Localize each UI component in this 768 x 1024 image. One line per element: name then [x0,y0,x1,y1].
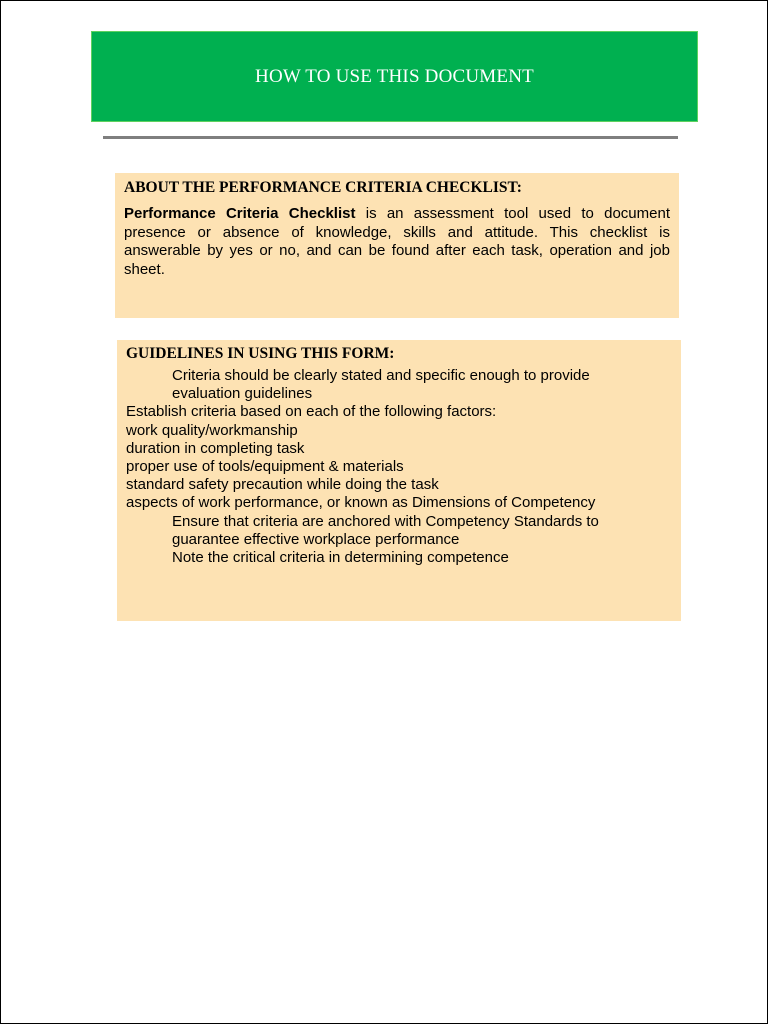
banner-title: HOW TO USE THIS DOCUMENT [255,65,534,87]
guideline-line: Establish criteria based on each of the following factors: [126,403,497,421]
guideline-line: evaluation guidelines [172,385,313,403]
guideline-line: duration in completing task [126,439,305,457]
guidelines-box [117,340,681,621]
guideline-line: work quality/workmanship [126,421,298,439]
guidelines-list [126,367,672,567]
guidelines-heading: GUIDELINES IN USING THIS FORM: [126,345,395,362]
title-banner [91,31,698,122]
about-body [124,205,670,279]
guideline-line: aspects of work performance, or known as Dimensions of Competency [126,494,596,512]
guideline-line: Criteria should be clearly stated and specific enough to provide [172,367,590,384]
guideline-line: standard safety precaution while doing the task [126,476,439,494]
guideline-line: guarantee effective workplace performance [172,530,460,548]
about-heading: ABOUT THE PERFORMANCE CRITERIA CHECKLIST: [124,179,522,196]
guideline-line: proper use of tools/equipment & materials [126,458,404,476]
divider-rule [103,136,678,139]
guideline-line: Note the critical criteria in determining competence [172,549,509,567]
guideline-line: Ensure that criteria are anchored with Competency Standards to [172,512,599,530]
about-body-text: is an assessment tool used to document presence or absence of knowledge, skills and attitude. This checklist is answerable by yes or no, and can be found after each task, operation and job sheet. [124,205,670,278]
about-body-term: Performance Criteria Checklist [124,205,356,222]
about-checklist-box [115,173,679,318]
